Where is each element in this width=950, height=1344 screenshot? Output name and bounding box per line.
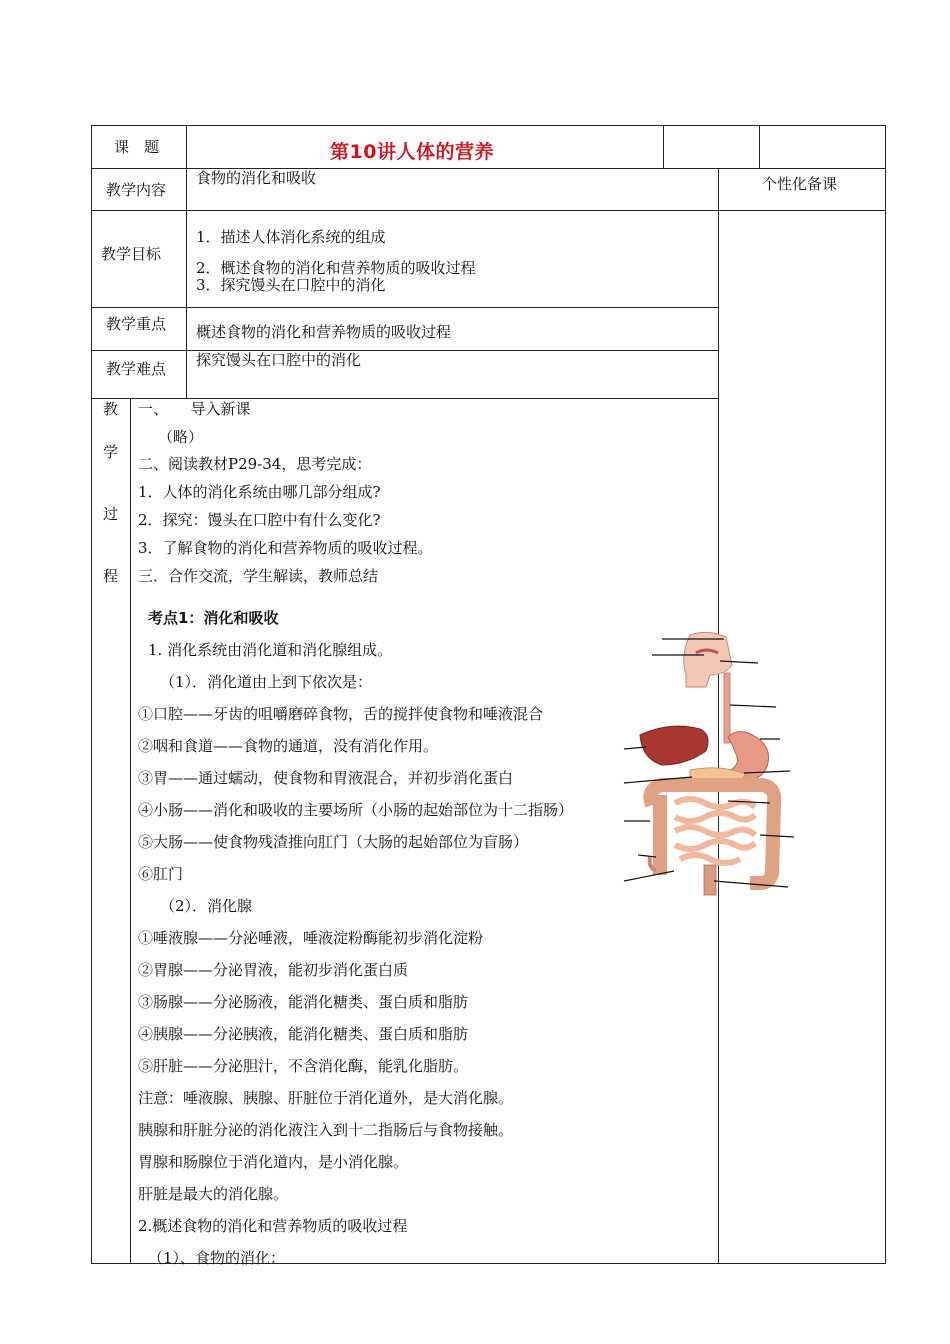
goal-item: 1．描述人体消化系统的组成 <box>196 228 386 246</box>
table-border <box>885 125 886 1264</box>
body-line: 2.概述食物的消化和营养物质的吸收过程 <box>138 1217 408 1235</box>
body-line: ②胃腺——分泌胃液，能初步消化蛋白质 <box>138 961 409 979</box>
body-line: （1）．消化道由上到下依次是： <box>160 673 373 691</box>
section-title: 考点1：消化和吸收 <box>148 609 279 627</box>
digestive-system-illustration <box>620 625 800 900</box>
body-line: 注意：唾液腺、胰腺、肝脏位于消化道外，是大消化腺。 <box>138 1089 514 1107</box>
content-value: 食物的消化和吸收 <box>196 169 317 187</box>
body-line: ③胃——通过蠕动，使食物和胃液混合，并初步消化蛋白 <box>138 769 514 787</box>
process-label-char: 教 <box>103 400 119 418</box>
process-label-char: 程 <box>103 567 119 585</box>
goal-item: 3．探究馒头在口腔中的消化 <box>196 276 386 294</box>
table-border <box>759 125 760 168</box>
table-border <box>91 125 92 1264</box>
goals-label: 教学目标 <box>101 245 162 263</box>
goal-item: 2．概述食物的消化和营养物质的吸收过程 <box>196 259 476 277</box>
table-border <box>186 125 187 399</box>
process-label-char: 过 <box>103 505 119 523</box>
body-line: ⑤肝脏——分泌胆汁，不含消化酶，能乳化脂肪。 <box>138 1057 469 1075</box>
topic-label: 课 题 <box>114 138 160 156</box>
body-line: 肝脏是最大的消化腺。 <box>138 1185 289 1203</box>
body-line: ⑤大肠——使食物残渣推向肛门（大肠的起始部位为盲肠） <box>138 833 529 851</box>
body-line: ④胰腺——分泌胰液，能消化糖类、蛋白质和脂肪 <box>138 1025 469 1043</box>
body-line: ①口腔——牙齿的咀嚼磨碎食物，舌的搅拌使食物和唾液混合 <box>138 705 544 723</box>
body-line: ①唾液腺——分泌唾液，唾液淀粉酶能初步消化淀粉 <box>138 929 484 947</box>
difficulty-value: 探究馒头在口腔中的消化 <box>196 351 362 369</box>
body-line: ④小肠——消化和吸收的主要场所（小肠的起始部位为十二指肠） <box>138 801 574 819</box>
process-line: 2．探究：馒头在口腔中有什么变化? <box>138 511 381 529</box>
process-line: 3．了解食物的消化和营养物质的吸收过程。 <box>138 539 433 557</box>
body-line: ⑥肛门 <box>138 865 184 883</box>
table-border <box>91 210 886 211</box>
content-label: 教学内容 <box>106 181 167 199</box>
body-line: （1）、食物的消化： <box>148 1249 286 1267</box>
body-line: 胃腺和肠腺位于消化道内，是小消化腺。 <box>138 1153 409 1171</box>
table-border <box>91 125 886 126</box>
body-line: ②咽和食道——食物的通道，没有消化作用。 <box>138 737 439 755</box>
difficulty-label: 教学难点 <box>106 360 167 378</box>
body-line: 胰腺和肝脏分泌的消化液注入到十二指肠后与食物接触。 <box>138 1121 514 1139</box>
key-point-value: 概述食物的消化和营养物质的吸收过程 <box>196 323 452 341</box>
page-title: 第10讲人体的营养 <box>330 141 494 163</box>
body-line: 1. 消化系统由消化道和消化腺组成。 <box>148 641 393 659</box>
key-point-label: 教学重点 <box>106 315 167 333</box>
body-line: ③肠腺——分泌肠液，能消化糖类、蛋白质和脂肪 <box>138 993 469 1011</box>
process-line: 二、阅读教材P29-34，思考完成： <box>138 455 372 473</box>
process-line: （略） <box>158 428 204 446</box>
process-label-char: 学 <box>103 443 119 461</box>
table-border <box>663 125 664 168</box>
process-line: 一、 导入新课 <box>138 400 251 418</box>
process-line: 三．合作交流，学生解读，教师总结 <box>138 567 379 585</box>
body-line: （2）．消化腺 <box>160 897 253 915</box>
side-label: 个性化备课 <box>762 175 838 193</box>
process-line: 1．人体的消化系统由哪几部分组成? <box>138 483 381 501</box>
table-border <box>130 398 131 1264</box>
